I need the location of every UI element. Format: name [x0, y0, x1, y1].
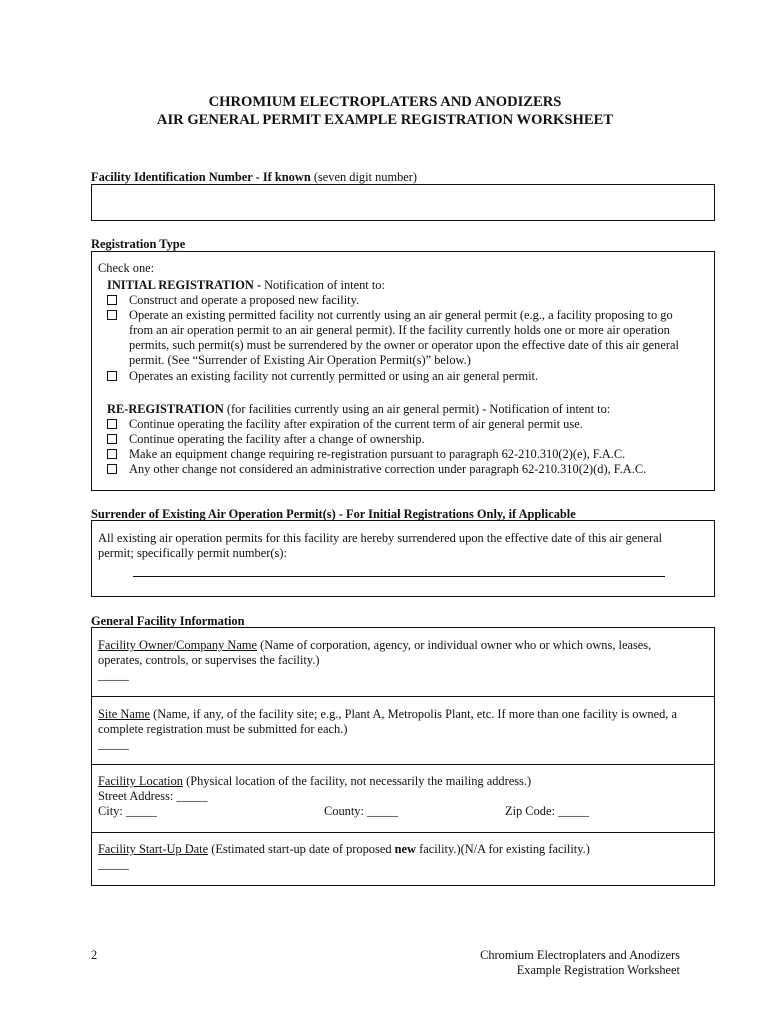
title-line-2: AIR GENERAL PERMIT EXAMPLE REGISTRATION WORKSHEET	[156, 112, 614, 128]
zip-code-field[interactable]: Zip Code: _____	[505, 804, 589, 818]
facility-id-label: Facility Identification Number - If known (seven digit number)	[91, 170, 418, 184]
general-info-box	[91, 627, 715, 886]
initial-option-operate-permitted-line3: permits, such permit(s) must be surrendered by the owner or operator upon the effective date of this air general	[129, 338, 679, 352]
initial-option-operate-permitted[interactable]: Operate an existing permitted facility not currently using an air general permit (e.g., a facility proposing to go	[107, 308, 673, 323]
surrender-text-line2: permit; specifically permit number(s):	[98, 546, 287, 560]
initial-option-operate-permitted-line4: permit. (See “Surrender of Existing Air Operation Permit(s)” below.)	[129, 353, 471, 367]
re-option-expiration[interactable]: Continue operating the facility after expiration of the current term of air general permit use.	[107, 417, 583, 432]
checkbox[interactable]	[107, 434, 117, 444]
facility-location-text: Facility Location (Physical location of the facility, not necessarily the mailing address.)	[98, 774, 532, 788]
checkbox[interactable]	[107, 295, 117, 305]
footer-title-line1: Chromium Electroplaters and Anodizers	[480, 948, 680, 962]
section-divider	[92, 832, 714, 833]
site-name-blank[interactable]: _____	[98, 737, 129, 751]
general-info-label: General Facility Information	[91, 614, 245, 628]
initial-registration-heading: INITIAL REGISTRATION - Notification of intent to:	[107, 278, 385, 292]
startup-date-text: Facility Start-Up Date (Estimated start-up date of proposed new facility.)(N/A for existing facility.)	[98, 842, 590, 856]
registration-type-label: Registration Type	[91, 237, 186, 251]
facility-id-field[interactable]	[91, 184, 715, 221]
section-divider	[92, 696, 714, 697]
re-option-other-change[interactable]: Any other change not considered an administrative correction under paragraph 62-210.310(2)(d), F.A.C.	[107, 462, 646, 477]
initial-option-operate-permitted-line2: from an air operation permit to an air general permit). If the facility currently holds one or more air operation	[129, 323, 670, 337]
checkbox[interactable]	[107, 371, 117, 381]
surrender-box	[91, 520, 715, 597]
checkbox[interactable]	[107, 419, 117, 429]
section-divider	[92, 764, 714, 765]
permit-number-line[interactable]	[133, 576, 665, 577]
city-field[interactable]: City: _____	[98, 804, 157, 818]
re-registration-heading: RE-REGISTRATION (for facilities currently using an air general permit) - Notification of intent to:	[107, 402, 611, 416]
surrender-text-line1: All existing air operation permits for this facility are hereby surrendered upon the effective date of this air general	[98, 531, 663, 545]
owner-name-blank[interactable]: _____	[98, 668, 129, 682]
check-one-text: Check one:	[98, 261, 155, 275]
surrender-label: Surrender of Existing Air Operation Permit(s) - For Initial Registrations Only, if Applicable	[91, 507, 576, 521]
site-name-text-line2: complete registration must be submitted for each.)	[98, 722, 348, 736]
footer-title-line2: Example Registration Worksheet	[516, 963, 680, 977]
street-address-field[interactable]: Street Address: _____	[98, 789, 208, 803]
initial-option-operate-unpermitted[interactable]: Operates an existing facility not currently permitted or using an air general permit.	[107, 369, 538, 384]
county-field[interactable]: County: _____	[324, 804, 399, 818]
re-option-ownership[interactable]: Continue operating the facility after a change of ownership.	[107, 432, 425, 447]
startup-date-blank[interactable]: _____	[98, 857, 129, 871]
owner-name-text-line2: operates, controls, or supervises the facility.)	[98, 653, 320, 667]
page-number: 2	[91, 948, 98, 962]
initial-option-construct[interactable]: Construct and operate a proposed new facility.	[107, 293, 359, 308]
checkbox[interactable]	[107, 310, 117, 320]
owner-name-text: Facility Owner/Company Name (Name of corporation, agency, or individual owner who or which owns, leases,	[98, 638, 652, 652]
site-name-text: Site Name (Name, if any, of the facility site; e.g., Plant A, Metropolis Plant, etc. If more than one facility is owned, a	[98, 707, 678, 721]
checkbox[interactable]	[107, 449, 117, 459]
title-line-1: CHROMIUM ELECTROPLATERS AND ANODIZERS	[208, 94, 562, 110]
re-option-equipment-change[interactable]: Make an equipment change requiring re-registration pursuant to paragraph 62-210.310(2)(e), F.A.C.	[107, 447, 625, 462]
checkbox[interactable]	[107, 464, 117, 474]
